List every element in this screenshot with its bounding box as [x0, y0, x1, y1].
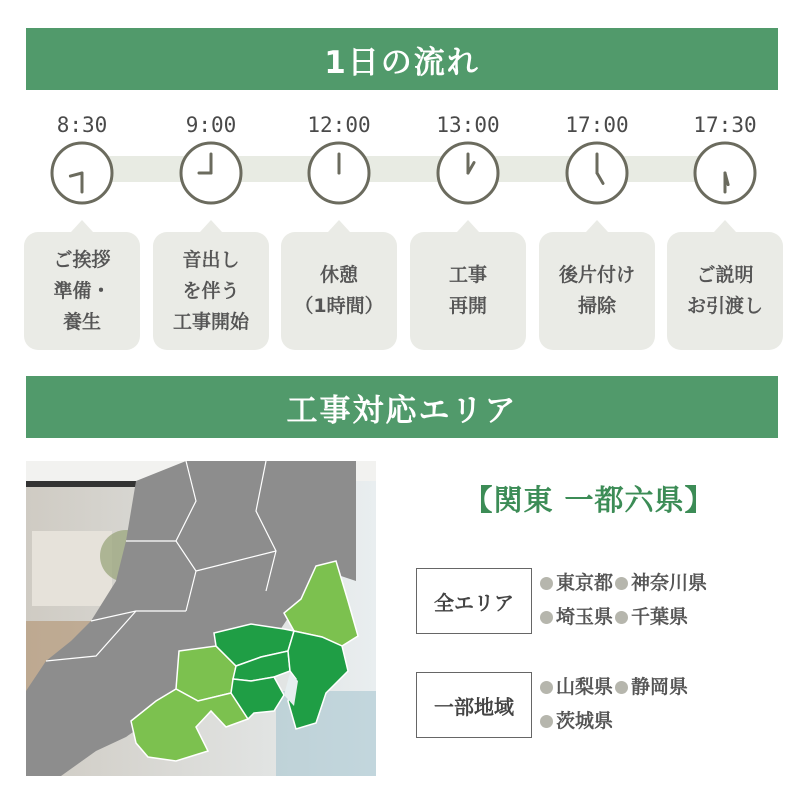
kanto-map-svg: [26, 461, 376, 776]
prefecture-item: 東京都: [540, 566, 613, 600]
prefecture-item: 神奈川県: [615, 566, 707, 600]
partial-area-list: [540, 670, 790, 738]
area-title: 工事対応エリア: [286, 392, 518, 429]
full-area-list: [540, 566, 790, 634]
step-time: 17:00: [565, 113, 629, 137]
clock-icon: [178, 140, 244, 206]
dot-icon: [540, 577, 553, 590]
dot-icon: [615, 577, 628, 590]
schedule-step: [667, 110, 783, 317]
step-label: 工事 再開: [410, 232, 526, 350]
dot-icon: [540, 611, 553, 624]
clock-icon: [49, 140, 115, 206]
prefecture-item: 静岡県: [615, 670, 688, 704]
schedule-step: [539, 110, 655, 317]
step-label: 後片付け 掃除: [539, 232, 655, 350]
prefecture-item: 茨城県: [540, 704, 613, 738]
step-time: 13:00: [436, 113, 500, 137]
step-label: ご説明 お引渡し: [667, 232, 783, 350]
schedule-step: [410, 110, 526, 317]
schedule-step: [24, 110, 140, 333]
clock-icon: [435, 140, 501, 206]
partial-area-row: [416, 672, 786, 738]
step-time: 9:00: [185, 113, 237, 137]
schedule-step: [281, 110, 397, 317]
region-title: 【関東 一都六県】: [463, 483, 715, 517]
schedule-banner: [26, 28, 778, 90]
full-area-row: [416, 568, 786, 634]
prefecture-item: 千葉県: [615, 600, 688, 634]
dot-icon: [615, 611, 628, 624]
clock-icon: [692, 140, 758, 206]
prefecture-item: 埼玉県: [540, 600, 613, 634]
schedule-title: 1日の流れ: [324, 44, 480, 81]
step-time: 8:30: [56, 113, 108, 137]
dot-icon: [540, 681, 553, 694]
step-label: 音出し を伴う 工事開始: [153, 232, 269, 350]
schedule-step: [153, 110, 269, 333]
window: [32, 531, 112, 606]
step-time: 12:00: [307, 113, 371, 137]
partial-area-label: 一部地域: [416, 672, 532, 738]
area-banner: [26, 376, 778, 438]
step-time: 17:30: [693, 113, 757, 137]
full-area-label: 全エリア: [416, 568, 532, 634]
dot-icon: [540, 715, 553, 728]
step-label: 休憩 （1時間）: [281, 232, 397, 350]
kanto-map: [26, 461, 376, 776]
clock-icon: [306, 140, 372, 206]
clock-icon: [564, 140, 630, 206]
prefecture-item: 山梨県: [540, 670, 613, 704]
dot-icon: [615, 681, 628, 694]
step-label: ご挨拶 準備・ 養生: [24, 232, 140, 350]
